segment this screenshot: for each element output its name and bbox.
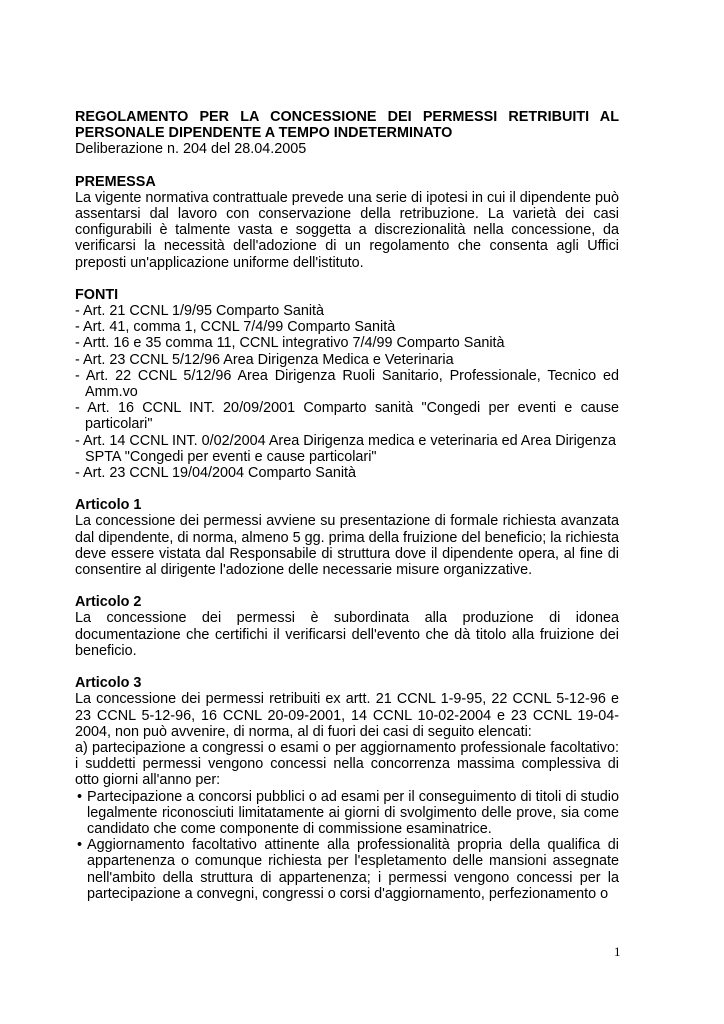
bullet-icon: • [77, 837, 83, 854]
bullet-icon: • [77, 788, 83, 805]
premessa-heading: PREMESSA [75, 173, 156, 190]
fonti-item: - Art. 22 CCNL 5/12/96 Area Dirigenza Ruoli Sanitario, Professionale, Tecnico ed Amm.vo [75, 367, 619, 401]
fonti-item: - Art. 41, comma 1, CCNL 7/4/99 Comparto Sanità [75, 319, 396, 336]
spacer [75, 578, 619, 594]
articolo-3-intro: La concessione dei permessi retribuiti ex artt. 21 CCNL 1-9-95, 22 CCNL 5-12-96 e 23 CCNL 5-12-96, 16 CCNL 20-09-2001, 14 CCNL 10-02-2004 e 23 CCNL 19-04-2004, non può avvenire, di norma, al di fuori dei casi di seguito elencati: [75, 691, 619, 740]
fonti-heading: FONTI [75, 286, 119, 303]
premessa-text: La vigente normativa contrattuale prevede una serie di ipotesi in cui il dipendente può assentarsi dal lavoro con conservazione della retribuzione. La varietà dei casi configurabili è talmente vasta e soggetta a discrezionalità nella concessione, da verificarsi la necessità dell'adozione di un regolamento che consenta agli Uffici preposti un'applicazione uniforme dell'istituto. [75, 189, 619, 271]
fonti-item: - Art. 23 CCNL 19/04/2004 Comparto Sanità [75, 465, 357, 482]
document-body [75, 109, 619, 902]
spacer [75, 271, 619, 287]
bullet-text: Partecipazione a concorsi pubblici o ad esami per il conseguimento di titoli di studio legalmente riconosciuti limitatamente ai giorni di svolgimento delle prove, sia come candidato che come componente di commissione esaminatrice. [87, 788, 619, 837]
articolo-2-heading: Articolo 2 [75, 594, 142, 611]
articolo-3-bullet-list [75, 789, 619, 902]
articolo-1-text: La concessione dei permessi avviene su presentazione di formale richiesta avanzata dal dipendente, di norma, almeno 5 gg. prima della fruizione del beneficio; la richiesta deve essere vistata dal Responsabile di struttura dove il dipendente opera, al fine di consentire al dirigente l'adozione delle necessarie misure organizzative. [75, 513, 619, 579]
fonti-item: - Art. 23 CCNL 5/12/96 Area Dirigenza Medica e Veterinaria [75, 351, 454, 368]
articolo-3-point-a: a) partecipazione a congressi o esami o per aggiornamento professionale facoltativo: i suddetti permessi vengono concessi nella concorrenza massima complessiva di otto giorni all'anno per: [75, 739, 619, 789]
list-item [75, 789, 619, 838]
deliberation-reference: Deliberazione n. 204 del 28.04.2005 [75, 141, 307, 158]
fonti-list [75, 303, 619, 481]
document-title: REGOLAMENTO PER LA CONCESSIONE DEI PERMESSI RETRIBUITI AL PERSONALE DIPENDENTE A TEMPO INDETERMINATO [75, 109, 619, 142]
page-number: 1 [614, 944, 621, 959]
articolo-3-heading: Articolo 3 [75, 675, 142, 692]
articolo-2-text: La concessione dei permessi è subordinata alla produzione di idonea documentazione che certifichi il verificarsi dell'evento che dà titolo alla fruizione dei beneficio. [75, 610, 619, 659]
bullet-text: Aggiornamento facoltativo attinente alla professionalità propria della qualifica di appartenenza o comunque richiesta per l'espletamento delle mansioni assegnate nell'ambito della struttura di appartenenza; i permessi vengono concessi per la partecipazione a convegni, congressi o corsi d'aggiornamento, perfezionamento o [87, 837, 619, 902]
fonti-item: - Art. 21 CCNL 1/9/95 Comparto Sanità [75, 303, 325, 320]
fonti-item: - Art. 14 CCNL INT. 0/02/2004 Area Dirigenza medica e veterinaria ed Area Dirigenza SPTA "Congedi per eventi e cause particolari" [75, 432, 616, 465]
spacer [75, 659, 619, 675]
spacer [75, 158, 619, 174]
fonti-item: - Art. 16 CCNL INT. 20/09/2001 Comparto sanità "Congedi per eventi e cause particolari" [75, 400, 619, 433]
list-item [75, 837, 619, 902]
fonti-item: - Artt. 16 e 35 comma 11, CCNL integrativo 7/4/99 Comparto Sanità [75, 335, 505, 352]
articolo-1-heading: Articolo 1 [75, 497, 142, 514]
spacer [75, 481, 619, 497]
